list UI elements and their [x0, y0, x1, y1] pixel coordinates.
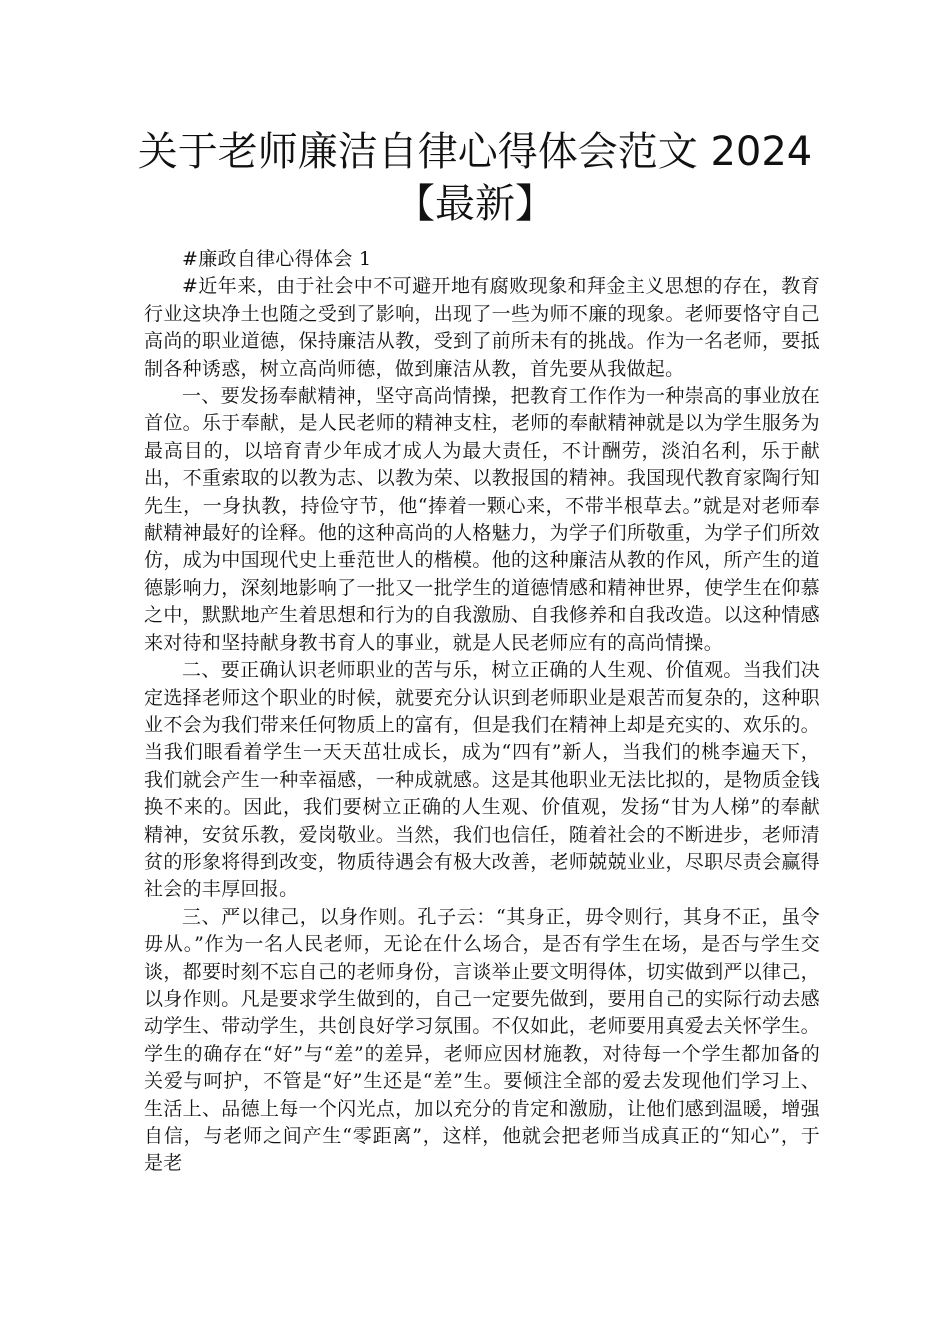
document-title [120, 126, 830, 230]
paragraph-three: 三、严以律己，以身作则。孔子云：“其身正，毋令则行，其身不正，虽令毋从。”作为一名人民老师，无论在什么场合，是否有学生在场，是否与学生交谈，都要时刻不忘自己的老师身份，言谈举止要文明得体，切实做到严以律己，以身作则。凡是要求学生做到的，自己一定要先做到，要用自己的实际行动去感动学生、带动学生，共创良好学习氛围。不仅如此，老师要用真爱去关怀学生。学生的确存在“好”与“差”的差异，老师应因材施教，对待每一个学生都加备的关爱与呵护，不管是“好”生还是“差”生。要倾注全部的爱去发现他们学习上、生活上、品德上每一个闪光点，加以充分的肯定和激励，让他们感到温暖，增强自信，与老师之间产生“零距离”，这样，他就会把老师当成真正的“知心”，于是老 [144, 905, 820, 1175]
paragraph-two: 二、要正确认识老师职业的苦与乐，树立正确的人生观、价值观。当我们决定选择老师这个职业的时候，就要充分认识到老师职业是艰苦而复杂的，这种职业不会为我们带来任何物质上的富有，但是我们在精神上却是充实的、欢乐的。当我们眼看着学生一天天茁壮成长，成为“四有”新人，当我们的桃李遍天下，我们就会产生一种幸福感，一种成就感。这是其他职业无法比拟的，是物质金钱换不来的。因此，我们要树立正确的人生观、价值观，发扬“甘为人梯”的奉献精神，安贫乐教，爱岗敬业。当然，我们也信任，随着社会的不断进步，老师清贫的形象将得到改变，物质待遇会有极大改善，老师兢兢业业，尽职尽责会赢得社会的丰厚回报。 [144, 659, 820, 901]
paragraph-one: 一、要发扬奉献精神，坚守高尚情操，把教育工作作为一种崇高的事业放在首位。乐于奉献，是人民老师的精神支柱，老师的奉献精神就是以为学生服务为最高目的，以培育青少年成才成人为最大责任，不计酬劳，淡泊名利，乐于献出，不重索取的以教为志、以教为荣、以教报国的精神。我国现代教育家陶行知先生，一身执教，持俭守节，他“捧着一颗心来，不带半根草去。”就是对老师奉献精神最好的诠释。他的这种高尚的人格魅力，为学子们所敬重，为学子们所效仿，成为中国现代史上垂范世人的楷模。他的这种廉洁从教的作风，所产生的道德影响力，深刻地影响了一批又一批学生的道德情感和精神世界，使学生在仰慕之中，默默地产生着思想和行为的自我激励、自我修养和自我改造。以这种情感来对待和坚持献身教书育人的事业，就是人民老师应有的高尚情操。 [144, 385, 820, 654]
document-body [144, 246, 820, 1178]
intro-paragraph: #近年来，由于社会中不可避开地有腐败现象和拜金主义思想的存在，教育行业这块净土也随之受到了影响，出现了一些为师不廉的现象。老师要恪守自己高尚的职业道德，保持廉洁从教，受到了前所未有的挑战。作为一名老师，要抵制各种诱惑，树立高尚师德，做到廉洁从教，首先要从我做起。 [144, 275, 820, 380]
title-line-2: 【最新】 [395, 181, 555, 227]
section-heading: #廉政自律心得体会 1 [182, 248, 372, 270]
title-line-1: 关于老师廉洁自律心得体会范文 2024 [137, 129, 813, 175]
